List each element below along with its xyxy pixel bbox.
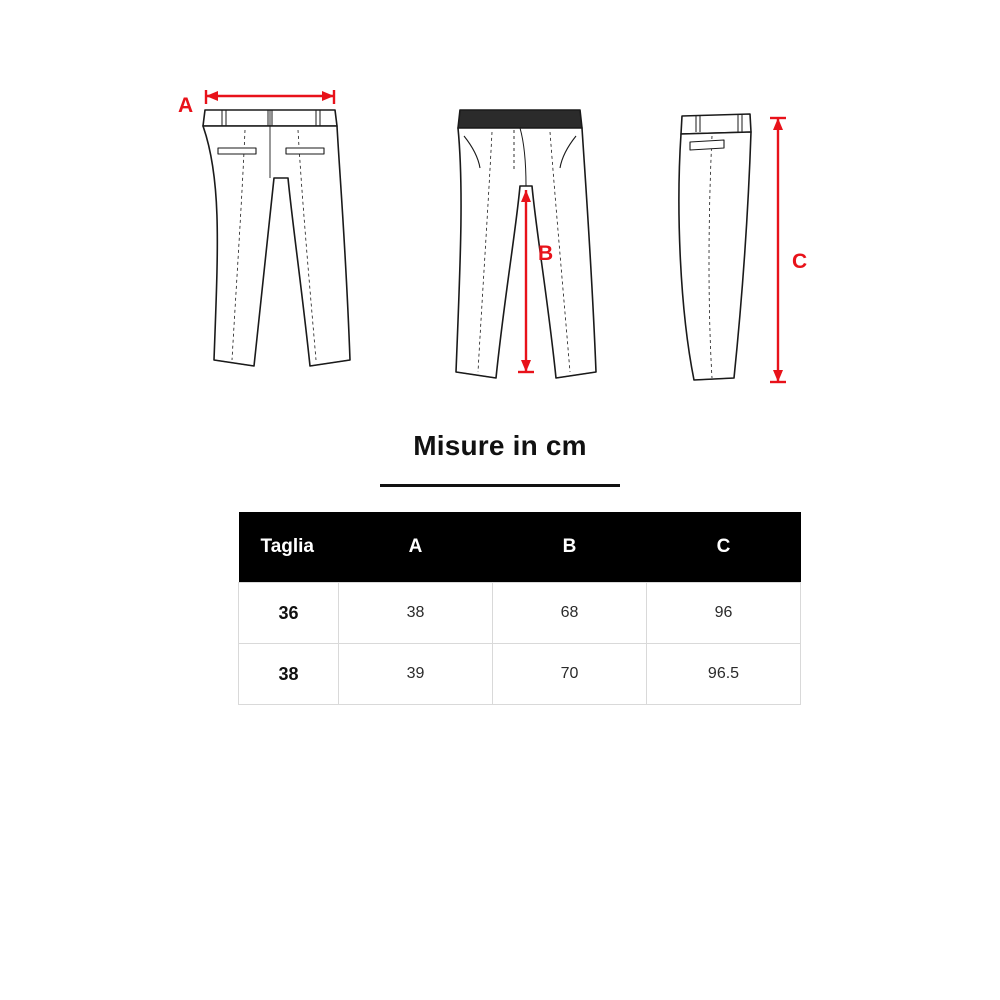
trousers-front-view <box>420 60 620 400</box>
trousers-back-view <box>170 60 400 400</box>
table-header-row <box>239 512 801 583</box>
trousers-side-view <box>650 60 850 400</box>
measure-label-c: C <box>792 250 808 273</box>
size-table-wrapper <box>238 512 800 705</box>
table-body <box>239 583 801 705</box>
cell-c: 96 <box>647 583 801 644</box>
cell-a: 38 <box>339 583 493 644</box>
cell-c: 96.5 <box>647 644 801 705</box>
cell-size: 36 <box>239 583 339 644</box>
table-header <box>239 512 801 583</box>
title-block <box>0 430 1000 487</box>
cell-size: 38 <box>239 644 339 705</box>
diagram-area <box>0 60 1000 420</box>
column-header-b: B <box>493 512 647 583</box>
cell-b: 68 <box>493 583 647 644</box>
title-divider <box>380 484 620 487</box>
page-title: Misure in cm <box>413 430 587 461</box>
table-row <box>239 644 801 705</box>
size-table <box>238 512 801 705</box>
column-header-c: C <box>647 512 801 583</box>
column-header-size: Taglia <box>239 512 339 583</box>
column-header-a: A <box>339 512 493 583</box>
table-row <box>239 583 801 644</box>
measure-label-a: A <box>178 94 194 117</box>
cell-b: 70 <box>493 644 647 705</box>
measure-label-b: B <box>538 242 554 265</box>
cell-a: 39 <box>339 644 493 705</box>
